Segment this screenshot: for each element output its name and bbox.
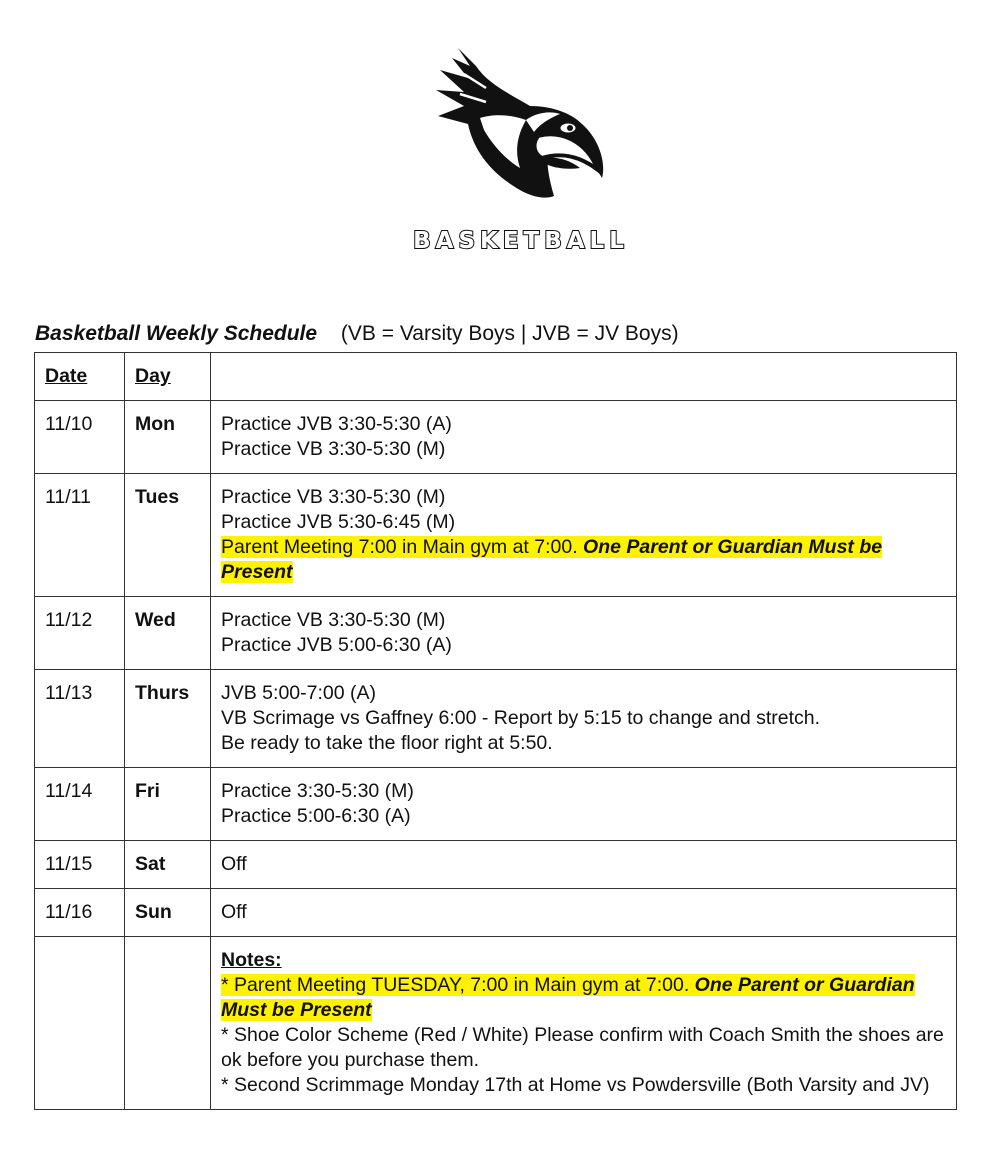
table-row bbox=[35, 597, 957, 670]
row-day: Sun bbox=[125, 889, 211, 937]
detail-line: VB Scrimage vs Gaffney 6:00 - Report by 5:15 to change and stretch. bbox=[221, 707, 821, 729]
notes-row bbox=[35, 937, 957, 1110]
schedule-table bbox=[34, 352, 957, 1110]
table-row bbox=[35, 889, 957, 937]
row-day: Mon bbox=[125, 401, 211, 474]
row-date: 11/16 bbox=[35, 889, 125, 937]
row-details bbox=[211, 401, 957, 474]
detail-line: Practice JVB 5:30-6:45 (M) bbox=[221, 511, 456, 533]
row-day: Thurs bbox=[125, 670, 211, 768]
detail-line: Practice VB 3:30-5:30 (M) bbox=[221, 486, 446, 508]
detail-line: Off bbox=[221, 853, 247, 875]
detail-line: Practice VB 3:30-5:30 (M) bbox=[221, 609, 446, 631]
detail-line: Practice JVB 3:30-5:30 (A) bbox=[221, 413, 452, 435]
table-row bbox=[35, 401, 957, 474]
detail-line: Practice 5:00-6:30 (A) bbox=[221, 805, 411, 827]
schedule-title: Basketball Weekly Schedule bbox=[35, 322, 318, 345]
row-details bbox=[211, 474, 957, 597]
notes-day-empty bbox=[125, 937, 211, 1110]
notes-date-empty bbox=[35, 937, 125, 1110]
detail-line: Practice 3:30-5:30 (M) bbox=[221, 780, 414, 802]
row-details bbox=[211, 670, 957, 768]
detail-line: JVB 5:00-7:00 (A) bbox=[221, 682, 376, 704]
table-row bbox=[35, 474, 957, 597]
detail-line: Off bbox=[221, 901, 247, 923]
row-details bbox=[211, 889, 957, 937]
header-day: Day bbox=[125, 353, 211, 401]
row-date: 11/12 bbox=[35, 597, 125, 670]
schedule-heading bbox=[35, 320, 679, 348]
header-details bbox=[211, 353, 957, 401]
cardinal-head-icon bbox=[430, 44, 610, 214]
row-date: 11/14 bbox=[35, 768, 125, 841]
table-row bbox=[35, 670, 957, 768]
notes-cell bbox=[211, 937, 957, 1110]
parent-meeting-highlight: Parent Meeting 7:00 in Main gym at 7:00. One Parent or Guardian Must be Present bbox=[221, 536, 883, 583]
header-date: Date bbox=[35, 353, 125, 401]
basketball-wordmark: BASKETBALL bbox=[413, 228, 629, 254]
row-date: 11/15 bbox=[35, 841, 125, 889]
row-day: Fri bbox=[125, 768, 211, 841]
notes-parent-meeting: * Parent Meeting TUESDAY, 7:00 in Main gym at 7:00. One Parent or Guardian Must be Present bbox=[221, 974, 915, 1021]
row-date: 11/13 bbox=[35, 670, 125, 768]
row-date: 11/11 bbox=[35, 474, 125, 597]
table-row bbox=[35, 841, 957, 889]
detail-line: Practice JVB 5:00-6:30 (A) bbox=[221, 634, 452, 656]
row-details bbox=[211, 768, 957, 841]
notes-title: Notes: bbox=[221, 949, 282, 971]
table-header-row bbox=[35, 353, 957, 401]
notes-item: * Shoe Color Scheme (Red / White) Please confirm with Coach Smith the shoes are ok before you purchase them. bbox=[221, 1024, 944, 1071]
row-day: Tues bbox=[125, 474, 211, 597]
row-day: Wed bbox=[125, 597, 211, 670]
detail-line: Be ready to take the floor right at 5:50. bbox=[221, 732, 553, 754]
table-row bbox=[35, 768, 957, 841]
detail-line: Practice VB 3:30-5:30 (M) bbox=[221, 438, 446, 460]
row-date: 11/10 bbox=[35, 401, 125, 474]
notes-item: * Second Scrimmage Monday 17th at Home vs Powdersville (Both Varsity and JV) bbox=[221, 1074, 930, 1096]
schedule-legend: (VB = Varsity Boys | JVB = JV Boys) bbox=[340, 322, 679, 345]
row-details bbox=[211, 597, 957, 670]
row-day: Sat bbox=[125, 841, 211, 889]
row-details bbox=[211, 841, 957, 889]
